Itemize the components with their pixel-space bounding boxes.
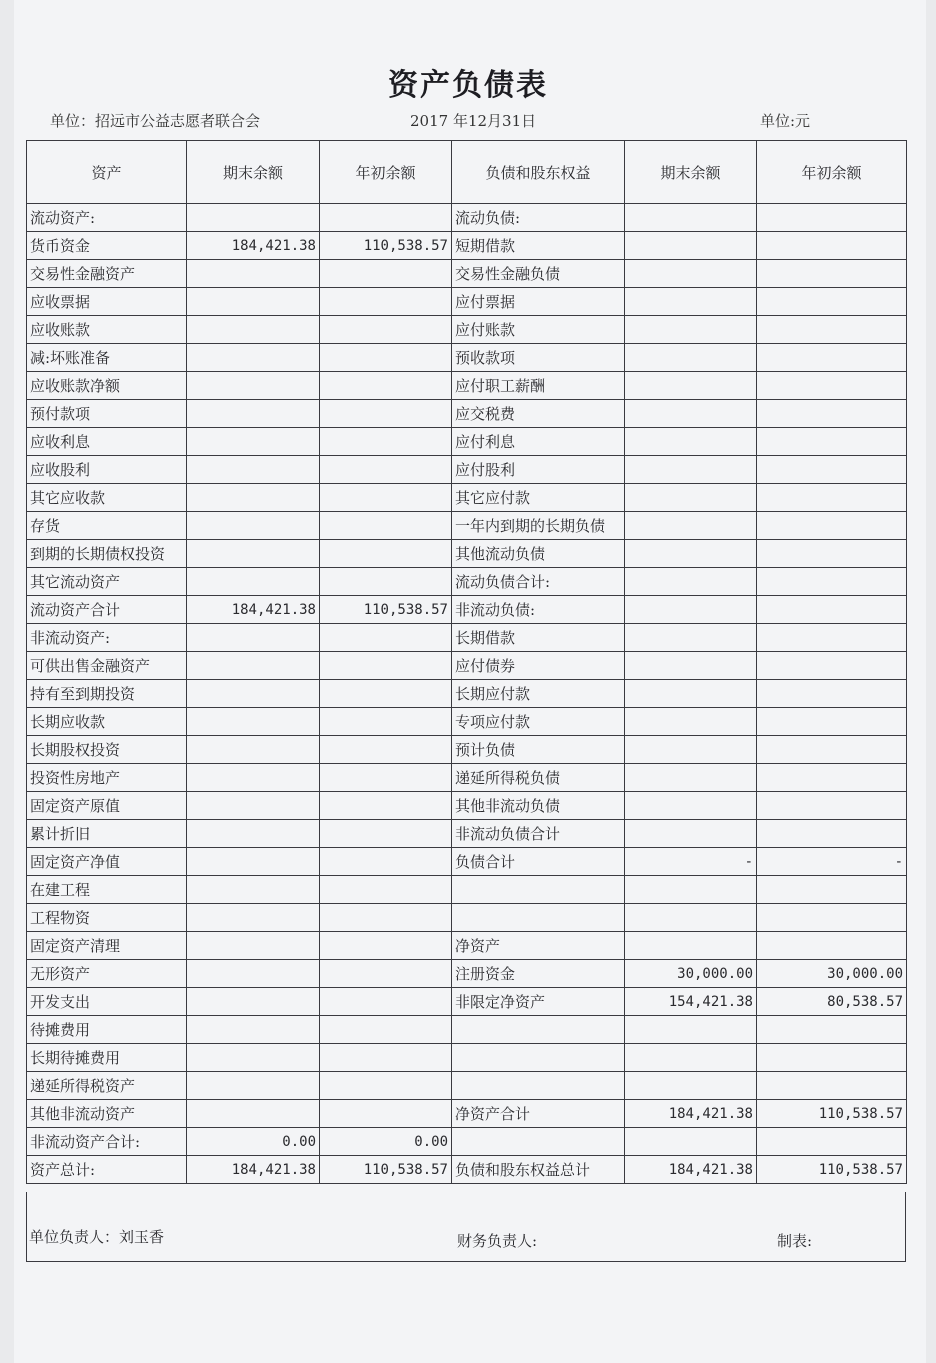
asset-beginning-value xyxy=(320,1016,452,1044)
liability-beginning-value xyxy=(757,512,907,540)
liability-ending-value xyxy=(625,288,757,316)
liability-label: 交易性金融负债 xyxy=(452,260,625,288)
liability-ending-value xyxy=(625,596,757,624)
asset-ending-value xyxy=(187,372,320,400)
liability-ending-value xyxy=(625,204,757,232)
table-row xyxy=(27,372,907,400)
table-row xyxy=(27,316,907,344)
liability-beginning-value xyxy=(757,708,907,736)
asset-beginning-value xyxy=(320,820,452,848)
col-header-liab-beginning: 年初余额 xyxy=(757,141,907,204)
asset-beginning-value xyxy=(320,484,452,512)
asset-label: 其它应收款 xyxy=(27,484,187,512)
liability-label: 应付股利 xyxy=(452,456,625,484)
asset-beginning-value xyxy=(320,568,452,596)
liability-beginning-value: 110,538.57 xyxy=(757,1100,907,1128)
asset-label: 预付款项 xyxy=(27,400,187,428)
col-header-liabilities: 负债和股东权益 xyxy=(452,141,625,204)
col-header-asset-ending: 期末余额 xyxy=(187,141,320,204)
asset-ending-value xyxy=(187,344,320,372)
liability-label xyxy=(452,1128,625,1156)
asset-label: 固定资产清理 xyxy=(27,932,187,960)
asset-label: 减:坏账准备 xyxy=(27,344,187,372)
liability-label: 应交税费 xyxy=(452,400,625,428)
liability-beginning-value xyxy=(757,484,907,512)
liability-label: 其他流动负债 xyxy=(452,540,625,568)
page-title: 资产负债表 xyxy=(388,68,548,103)
asset-label: 可供出售金融资产 xyxy=(27,652,187,680)
liability-label xyxy=(452,1016,625,1044)
liability-ending-value xyxy=(625,820,757,848)
liability-label: 应付职工薪酬 xyxy=(452,372,625,400)
liability-beginning-value xyxy=(757,316,907,344)
asset-ending-value xyxy=(187,1100,320,1128)
col-header-assets: 资产 xyxy=(27,141,187,204)
asset-ending-value: 184,421.38 xyxy=(187,596,320,624)
liability-beginning-value xyxy=(757,568,907,596)
table-row xyxy=(27,624,907,652)
liability-label: 长期借款 xyxy=(452,624,625,652)
asset-label: 开发支出 xyxy=(27,988,187,1016)
table-row xyxy=(27,512,907,540)
liability-beginning-value xyxy=(757,1016,907,1044)
asset-label: 持有至到期投资 xyxy=(27,680,187,708)
liability-label: 其它应付款 xyxy=(452,484,625,512)
liability-beginning-value xyxy=(757,932,907,960)
liability-ending-value: 184,421.38 xyxy=(625,1156,757,1184)
asset-ending-value xyxy=(187,904,320,932)
liability-beginning-value xyxy=(757,232,907,260)
liability-ending-value xyxy=(625,456,757,484)
asset-beginning-value: 0.00 xyxy=(320,1128,452,1156)
liability-beginning-value: - xyxy=(757,848,907,876)
table-row xyxy=(27,400,907,428)
asset-beginning-value xyxy=(320,932,452,960)
asset-ending-value xyxy=(187,288,320,316)
table-row xyxy=(27,652,907,680)
table-row xyxy=(27,736,907,764)
liability-label: 净资产合计 xyxy=(452,1100,625,1128)
asset-beginning-value xyxy=(320,904,452,932)
asset-ending-value xyxy=(187,932,320,960)
liability-ending-value xyxy=(625,232,757,260)
asset-beginning-value xyxy=(320,344,452,372)
liability-beginning-value xyxy=(757,876,907,904)
liability-beginning-value xyxy=(757,792,907,820)
asset-beginning-value xyxy=(320,260,452,288)
asset-beginning-value xyxy=(320,316,452,344)
liability-ending-value xyxy=(625,932,757,960)
liability-ending-value xyxy=(625,708,757,736)
asset-ending-value xyxy=(187,512,320,540)
table-row xyxy=(27,232,907,260)
liability-label: 应付账款 xyxy=(452,316,625,344)
liability-label: 非流动负债: xyxy=(452,596,625,624)
asset-beginning-value xyxy=(320,736,452,764)
liability-ending-value xyxy=(625,736,757,764)
asset-ending-value xyxy=(187,400,320,428)
asset-ending-value xyxy=(187,792,320,820)
table-row xyxy=(27,764,907,792)
asset-label: 长期股权投资 xyxy=(27,736,187,764)
liability-beginning-value xyxy=(757,764,907,792)
liability-label: 专项应付款 xyxy=(452,708,625,736)
liability-label: 应付票据 xyxy=(452,288,625,316)
liability-label xyxy=(452,1072,625,1100)
asset-label: 无形资产 xyxy=(27,960,187,988)
asset-label: 资产总计: xyxy=(27,1156,187,1184)
table-row xyxy=(27,596,907,624)
liability-ending-value xyxy=(625,1072,757,1100)
asset-label: 应收股利 xyxy=(27,456,187,484)
asset-beginning-value xyxy=(320,1100,452,1128)
asset-beginning-value xyxy=(320,204,452,232)
liability-ending-value xyxy=(625,568,757,596)
asset-ending-value xyxy=(187,456,320,484)
table-row xyxy=(27,680,907,708)
asset-beginning-value xyxy=(320,512,452,540)
asset-ending-value xyxy=(187,1016,320,1044)
table-header-row xyxy=(27,141,907,204)
asset-label: 累计折旧 xyxy=(27,820,187,848)
col-header-liab-ending: 期末余额 xyxy=(625,141,757,204)
liability-ending-value: 154,421.38 xyxy=(625,988,757,1016)
liability-beginning-value xyxy=(757,372,907,400)
asset-label: 货币资金 xyxy=(27,232,187,260)
asset-ending-value xyxy=(187,624,320,652)
liability-beginning-value xyxy=(757,904,907,932)
liability-beginning-value xyxy=(757,680,907,708)
liability-ending-value xyxy=(625,652,757,680)
asset-beginning-value xyxy=(320,652,452,680)
asset-label: 待摊费用 xyxy=(27,1016,187,1044)
asset-ending-value xyxy=(187,1072,320,1100)
asset-label: 其他非流动资产 xyxy=(27,1100,187,1128)
liability-label: 预收款项 xyxy=(452,344,625,372)
liability-ending-value xyxy=(625,540,757,568)
liability-beginning-value: 30,000.00 xyxy=(757,960,907,988)
table-row xyxy=(27,708,907,736)
liability-label: 一年内到期的长期负债 xyxy=(452,512,625,540)
asset-label: 长期应收款 xyxy=(27,708,187,736)
asset-label: 工程物资 xyxy=(27,904,187,932)
table-row xyxy=(27,568,907,596)
asset-beginning-value xyxy=(320,764,452,792)
finance-head-signature: 财务负责人: xyxy=(457,1232,538,1250)
table-row xyxy=(27,960,907,988)
asset-label: 应收利息 xyxy=(27,428,187,456)
asset-label: 流动资产合计 xyxy=(27,596,187,624)
liability-ending-value xyxy=(625,1016,757,1044)
liability-label: 负债和股东权益总计 xyxy=(452,1156,625,1184)
asset-beginning-value xyxy=(320,624,452,652)
liability-beginning-value xyxy=(757,344,907,372)
liability-ending-value: 30,000.00 xyxy=(625,960,757,988)
liability-ending-value xyxy=(625,764,757,792)
asset-label: 非流动资产: xyxy=(27,624,187,652)
liability-label xyxy=(452,904,625,932)
asset-ending-value: 184,421.38 xyxy=(187,1156,320,1184)
asset-ending-value xyxy=(187,848,320,876)
liability-ending-value xyxy=(625,680,757,708)
asset-beginning-value: 110,538.57 xyxy=(320,1156,452,1184)
asset-beginning-value: 110,538.57 xyxy=(320,596,452,624)
liability-label: 非流动负债合计 xyxy=(452,820,625,848)
asset-ending-value xyxy=(187,428,320,456)
table-row xyxy=(27,1044,907,1072)
table-row xyxy=(27,484,907,512)
liability-ending-value xyxy=(625,1044,757,1072)
liability-ending-value xyxy=(625,904,757,932)
liability-label: 长期应付款 xyxy=(452,680,625,708)
table-row xyxy=(27,1128,907,1156)
asset-beginning-value xyxy=(320,876,452,904)
table-row xyxy=(27,456,907,484)
liability-label: 其他非流动负债 xyxy=(452,792,625,820)
asset-label: 递延所得税资产 xyxy=(27,1072,187,1100)
asset-ending-value xyxy=(187,1044,320,1072)
liability-beginning-value xyxy=(757,820,907,848)
asset-ending-value: 0.00 xyxy=(187,1128,320,1156)
liability-ending-value xyxy=(625,316,757,344)
asset-beginning-value xyxy=(320,1072,452,1100)
table-row xyxy=(27,1072,907,1100)
asset-beginning-value xyxy=(320,960,452,988)
asset-label: 投资性房地产 xyxy=(27,764,187,792)
asset-label: 应收账款净额 xyxy=(27,372,187,400)
liability-label: 预计负债 xyxy=(452,736,625,764)
liability-beginning-value xyxy=(757,1072,907,1100)
liability-ending-value xyxy=(625,400,757,428)
asset-ending-value xyxy=(187,764,320,792)
asset-ending-value xyxy=(187,316,320,344)
table-row xyxy=(27,344,907,372)
liability-ending-value: - xyxy=(625,848,757,876)
asset-beginning-value xyxy=(320,680,452,708)
asset-label: 应收票据 xyxy=(27,288,187,316)
asset-beginning-value xyxy=(320,792,452,820)
asset-label: 固定资产净值 xyxy=(27,848,187,876)
liability-label xyxy=(452,876,625,904)
liability-label: 非限定净资产 xyxy=(452,988,625,1016)
liability-beginning-value xyxy=(757,624,907,652)
liability-ending-value xyxy=(625,484,757,512)
liability-ending-value xyxy=(625,344,757,372)
liability-label: 应付债券 xyxy=(452,652,625,680)
liability-label: 负债合计 xyxy=(452,848,625,876)
asset-beginning-value xyxy=(320,288,452,316)
report-date: 2017 年12月31日 xyxy=(410,112,537,130)
liability-ending-value xyxy=(625,260,757,288)
asset-ending-value xyxy=(187,540,320,568)
asset-beginning-value xyxy=(320,372,452,400)
liability-beginning-value xyxy=(757,288,907,316)
asset-ending-value xyxy=(187,260,320,288)
table-row xyxy=(27,260,907,288)
asset-ending-value xyxy=(187,960,320,988)
liability-label: 注册资金 xyxy=(452,960,625,988)
asset-beginning-value xyxy=(320,1044,452,1072)
liability-ending-value xyxy=(625,876,757,904)
asset-ending-value xyxy=(187,680,320,708)
liability-beginning-value xyxy=(757,1128,907,1156)
asset-ending-value xyxy=(187,652,320,680)
liability-beginning-value xyxy=(757,596,907,624)
asset-label: 应收账款 xyxy=(27,316,187,344)
asset-label: 长期待摊费用 xyxy=(27,1044,187,1072)
asset-ending-value: 184,421.38 xyxy=(187,232,320,260)
liability-label: 净资产 xyxy=(452,932,625,960)
liability-label: 流动负债: xyxy=(452,204,625,232)
table-row xyxy=(27,1016,907,1044)
liability-label xyxy=(452,1044,625,1072)
liability-beginning-value xyxy=(757,652,907,680)
liability-ending-value xyxy=(625,792,757,820)
asset-label: 其它流动资产 xyxy=(27,568,187,596)
table-row xyxy=(27,204,907,232)
table-row xyxy=(27,1156,907,1184)
table-row xyxy=(27,904,907,932)
asset-beginning-value: 110,538.57 xyxy=(320,232,452,260)
liability-label: 流动负债合计: xyxy=(452,568,625,596)
liability-beginning-value xyxy=(757,456,907,484)
liability-beginning-value xyxy=(757,260,907,288)
table-row xyxy=(27,288,907,316)
asset-beginning-value xyxy=(320,708,452,736)
asset-beginning-value xyxy=(320,540,452,568)
liability-ending-value xyxy=(625,428,757,456)
asset-ending-value xyxy=(187,736,320,764)
liability-beginning-value xyxy=(757,736,907,764)
organization-unit: 单位：招远市公益志愿者联合会 xyxy=(50,112,261,130)
liability-beginning-value xyxy=(757,428,907,456)
table-row xyxy=(27,540,907,568)
liability-ending-value xyxy=(625,1128,757,1156)
asset-label: 流动资产: xyxy=(27,204,187,232)
asset-beginning-value xyxy=(320,848,452,876)
liability-beginning-value xyxy=(757,204,907,232)
col-header-asset-beginning: 年初余额 xyxy=(320,141,452,204)
asset-ending-value xyxy=(187,988,320,1016)
asset-label: 交易性金融资产 xyxy=(27,260,187,288)
asset-ending-value xyxy=(187,820,320,848)
liability-beginning-value: 110,538.57 xyxy=(757,1156,907,1184)
liability-beginning-value: 80,538.57 xyxy=(757,988,907,1016)
liability-ending-value xyxy=(625,512,757,540)
liability-beginning-value xyxy=(757,540,907,568)
asset-beginning-value xyxy=(320,428,452,456)
asset-beginning-value xyxy=(320,456,452,484)
table-row xyxy=(27,792,907,820)
liability-ending-value xyxy=(625,624,757,652)
asset-beginning-value xyxy=(320,988,452,1016)
preparer-signature: 制表: xyxy=(777,1232,813,1250)
asset-label: 存货 xyxy=(27,512,187,540)
table-row xyxy=(27,876,907,904)
asset-label: 到期的长期债权投资 xyxy=(27,540,187,568)
asset-ending-value xyxy=(187,204,320,232)
table-body xyxy=(27,204,907,1184)
asset-ending-value xyxy=(187,568,320,596)
table-row xyxy=(27,1100,907,1128)
liability-label: 应付利息 xyxy=(452,428,625,456)
asset-label: 在建工程 xyxy=(27,876,187,904)
asset-beginning-value xyxy=(320,400,452,428)
liability-beginning-value xyxy=(757,1044,907,1072)
table-row xyxy=(27,932,907,960)
currency-unit: 单位:元 xyxy=(760,112,811,130)
table-row xyxy=(27,428,907,456)
balance-sheet-table xyxy=(26,140,907,1184)
liability-ending-value: 184,421.38 xyxy=(625,1100,757,1128)
signature-footer xyxy=(26,1192,906,1262)
liability-beginning-value xyxy=(757,400,907,428)
table-row xyxy=(27,848,907,876)
asset-ending-value xyxy=(187,876,320,904)
liability-label: 短期借款 xyxy=(452,232,625,260)
liability-label: 递延所得税负债 xyxy=(452,764,625,792)
liability-ending-value xyxy=(625,372,757,400)
asset-label: 非流动资产合计: xyxy=(27,1128,187,1156)
asset-ending-value xyxy=(187,708,320,736)
unit-head-signature: 单位负责人：刘玉香 xyxy=(29,1228,165,1246)
asset-label: 固定资产原值 xyxy=(27,792,187,820)
asset-ending-value xyxy=(187,484,320,512)
table-row xyxy=(27,820,907,848)
table-row xyxy=(27,988,907,1016)
